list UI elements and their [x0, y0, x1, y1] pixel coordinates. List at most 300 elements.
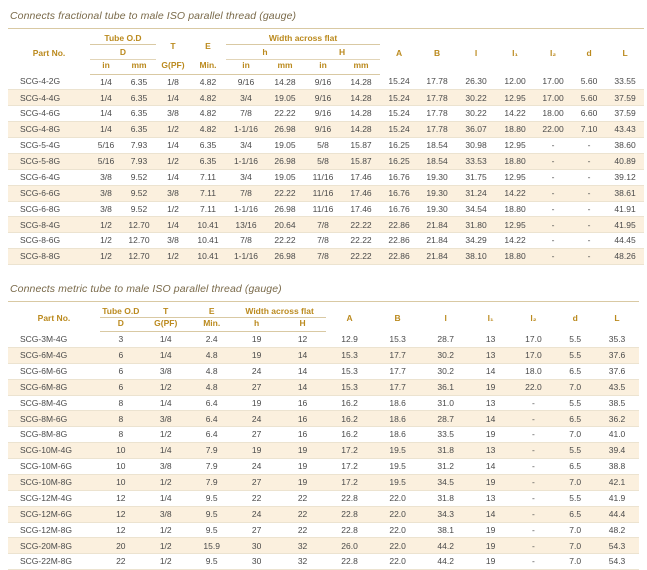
table-fractional [8, 28, 644, 265]
table-row [8, 554, 639, 570]
cell-value: 19 [280, 459, 326, 475]
cell-value: 7.0 [555, 538, 595, 554]
cell-value: - [534, 217, 572, 233]
cell-value: 19.30 [418, 185, 456, 201]
cell-value: 11/16 [304, 185, 342, 201]
cell-value: 19.5 [374, 474, 422, 490]
cell-value: 34.29 [456, 233, 496, 249]
cell-value: 9/16 [304, 106, 342, 122]
cell-value: 22 [280, 490, 326, 506]
cell-value: 31.75 [456, 169, 496, 185]
cell-value: 1-1/16 [226, 201, 266, 217]
cell-value: 1/2 [156, 249, 190, 265]
cell-value: 5.5 [555, 332, 595, 348]
cell-value: 1/4 [156, 90, 190, 106]
cell-value: 34.5 [422, 474, 470, 490]
cell-value: 35.3 [595, 332, 639, 348]
th-m-t: T [142, 302, 190, 318]
cell-value: 4.8 [190, 347, 234, 363]
cell-value: 17.78 [418, 106, 456, 122]
cell-value: 30.98 [456, 138, 496, 154]
th-m-d: d [555, 302, 595, 332]
cell-part-no: SCG-3M-4G [8, 332, 100, 348]
cell-value: 38.8 [595, 459, 639, 475]
th-m-d-col: D [100, 317, 142, 332]
cell-value: 44.45 [606, 233, 644, 249]
cell-value: 13 [470, 332, 512, 348]
th-e: E [190, 29, 226, 60]
cell-value: 43.5 [595, 379, 639, 395]
cell-value: 42.1 [595, 474, 639, 490]
cell-value: 33.5 [422, 427, 470, 443]
cell-value: 18.00 [534, 106, 572, 122]
cell-value: 6.5 [555, 363, 595, 379]
cell-part-no: SCG-20M-8G [8, 538, 100, 554]
th-in-1: in [90, 60, 122, 75]
cell-value: 21.84 [418, 217, 456, 233]
cell-value: 37.6 [595, 363, 639, 379]
cell-value: 16.76 [380, 185, 418, 201]
table-row [8, 90, 644, 106]
cell-value: 33.55 [606, 74, 644, 90]
cell-value: 5.60 [572, 90, 606, 106]
cell-value: 10 [100, 474, 142, 490]
cell-value: 3/8 [142, 459, 190, 475]
cell-value: 4.82 [190, 106, 226, 122]
cell-value: 22.22 [342, 233, 380, 249]
cell-value: 1-1/16 [226, 153, 266, 169]
cell-value: 1/2 [142, 554, 190, 570]
cell-value: 19 [470, 379, 512, 395]
cell-value: 7/8 [226, 185, 266, 201]
table-row [8, 490, 639, 506]
cell-value: 38.10 [456, 249, 496, 265]
cell-value: 7.0 [555, 522, 595, 538]
table-row [8, 106, 644, 122]
cell-value: 15.87 [342, 138, 380, 154]
cell-value: 7.0 [555, 554, 595, 570]
cell-value: - [511, 395, 555, 411]
cell-value: 4.82 [190, 122, 226, 138]
cell-value: 3/8 [142, 363, 190, 379]
cell-part-no: SCG-6-4G [8, 169, 90, 185]
cell-value: 38.61 [606, 185, 644, 201]
cell-value: - [511, 411, 555, 427]
cell-part-no: SCG-4-6G [8, 106, 90, 122]
cell-value: 1/4 [90, 122, 122, 138]
cell-value: 17.78 [418, 122, 456, 138]
cell-value: 7.93 [122, 138, 156, 154]
th-part-no: Part No. [8, 29, 90, 75]
cell-value: 12.95 [496, 169, 534, 185]
cell-value: 14 [280, 379, 326, 395]
cell-value: - [572, 138, 606, 154]
cell-value: 24 [234, 363, 280, 379]
cell-value: 26.98 [266, 249, 304, 265]
cell-value: 6.35 [190, 138, 226, 154]
cell-value: 18.54 [418, 138, 456, 154]
cell-value: 5.60 [572, 74, 606, 90]
cell-value: 18.54 [418, 153, 456, 169]
cell-value: 20 [100, 538, 142, 554]
cell-value: 22.86 [380, 217, 418, 233]
cell-value: 14.28 [342, 90, 380, 106]
cell-value: 16 [280, 395, 326, 411]
cell-value: 18.80 [496, 153, 534, 169]
cell-value: 6 [100, 347, 142, 363]
cell-value: 31.2 [422, 459, 470, 475]
cell-value: 41.9 [595, 490, 639, 506]
cell-value: 19 [470, 474, 512, 490]
cell-value: 1-1/16 [226, 122, 266, 138]
cell-value: 19 [470, 522, 512, 538]
cell-value: 22 [280, 522, 326, 538]
cell-value: 28.7 [422, 332, 470, 348]
cell-value: 17.78 [418, 90, 456, 106]
cell-value: 17.46 [342, 201, 380, 217]
cell-value: 22.8 [326, 506, 374, 522]
cell-value: 41.0 [595, 427, 639, 443]
cell-value: - [511, 538, 555, 554]
cell-value: 1/2 [142, 474, 190, 490]
cell-value: 44.2 [422, 554, 470, 570]
table-row [8, 185, 644, 201]
cell-value: 1/2 [142, 379, 190, 395]
cell-value: 12.95 [496, 217, 534, 233]
cell-value: 3/4 [226, 138, 266, 154]
cell-value: 26.30 [456, 74, 496, 90]
cell-value: 22.0 [374, 522, 422, 538]
cell-value: 16.2 [326, 427, 374, 443]
metric-header-row-1 [8, 302, 639, 318]
cell-value: 8 [100, 427, 142, 443]
cell-value: 22.0 [374, 538, 422, 554]
cell-value: 13 [470, 490, 512, 506]
table-row [8, 201, 644, 217]
th-m-part-no: Part No. [8, 302, 100, 332]
cell-value: 19 [280, 474, 326, 490]
section-title-metric: Connects metric tube to male ISO parallel thread (gauge) [10, 283, 282, 295]
th-d: d [572, 29, 606, 75]
cell-value: 12 [280, 332, 326, 348]
cell-value: 6.35 [122, 90, 156, 106]
cell-value: 6.5 [555, 506, 595, 522]
th-h-upper: H [304, 44, 380, 60]
cell-value: 5.5 [555, 395, 595, 411]
cell-value: 39.12 [606, 169, 644, 185]
cell-value: 3/8 [90, 201, 122, 217]
th-tube-od: Tube O.D [90, 29, 156, 45]
cell-value: 9/16 [226, 74, 266, 90]
cell-value: 16.2 [326, 411, 374, 427]
cell-value: 5/8 [304, 138, 342, 154]
cell-value: 30.22 [456, 106, 496, 122]
cell-value: 17.7 [374, 379, 422, 395]
cell-value: 7.9 [190, 459, 234, 475]
cell-value: 1/4 [142, 395, 190, 411]
cell-value: 19 [280, 443, 326, 459]
cell-value: 3/8 [156, 233, 190, 249]
th-m-e: E [190, 302, 234, 318]
cell-part-no: SCG-12M-4G [8, 490, 100, 506]
cell-value: 7.93 [122, 153, 156, 169]
table-row [8, 411, 639, 427]
cell-value: 14.28 [342, 122, 380, 138]
cell-value: 7.9 [190, 443, 234, 459]
th-min: Min. [190, 60, 226, 75]
table-row [8, 74, 644, 90]
table-header-row-1 [8, 29, 644, 45]
cell-value: 19 [470, 427, 512, 443]
cell-value: 22.22 [266, 233, 304, 249]
cell-value: 15.24 [380, 90, 418, 106]
cell-part-no: SCG-10M-4G [8, 443, 100, 459]
cell-value: 30.22 [456, 90, 496, 106]
cell-value: 7.0 [555, 474, 595, 490]
cell-value: 21.84 [418, 249, 456, 265]
table-metric [8, 301, 639, 570]
cell-value: 31.8 [422, 443, 470, 459]
cell-value: 18.6 [374, 395, 422, 411]
cell-value: 37.59 [606, 106, 644, 122]
cell-value: 7/8 [226, 106, 266, 122]
table-row [8, 217, 644, 233]
cell-value: 17.00 [534, 74, 572, 90]
th-in-3: in [304, 60, 342, 75]
th-b: B [418, 29, 456, 75]
cell-value: 28.7 [422, 411, 470, 427]
cell-value: 1/2 [156, 122, 190, 138]
cell-value: 22 [280, 506, 326, 522]
section-spacer [8, 265, 639, 279]
cell-value: 14 [280, 347, 326, 363]
cell-value: - [511, 506, 555, 522]
cell-value: - [572, 153, 606, 169]
cell-value: 19.30 [418, 201, 456, 217]
cell-value: - [511, 474, 555, 490]
cell-value: 15.24 [380, 122, 418, 138]
cell-part-no: SCG-4-8G [8, 122, 90, 138]
cell-value: 43.43 [606, 122, 644, 138]
cell-value: 14 [280, 363, 326, 379]
cell-value: 5.5 [555, 490, 595, 506]
section-title-fractional: Connects fractional tube to male ISO parallel thread (gauge) [10, 10, 297, 22]
cell-value: 19.05 [266, 169, 304, 185]
cell-value: - [534, 201, 572, 217]
th-a: A [380, 29, 418, 75]
cell-value: 36.2 [595, 411, 639, 427]
table-row [8, 363, 639, 379]
cell-value: 17.2 [326, 459, 374, 475]
cell-value: 17.46 [342, 185, 380, 201]
cell-value: - [572, 201, 606, 217]
cell-value: 38.5 [595, 395, 639, 411]
cell-value: 22.22 [266, 106, 304, 122]
cell-value: - [534, 249, 572, 265]
cell-value: - [534, 233, 572, 249]
cell-value: 44.4 [595, 506, 639, 522]
cell-value: - [511, 443, 555, 459]
cell-value: 18.6 [374, 411, 422, 427]
table-row [8, 233, 644, 249]
cell-value: 34.54 [456, 201, 496, 217]
cell-value: 19 [234, 347, 280, 363]
cell-value: 34.3 [422, 506, 470, 522]
cell-value: 6.5 [555, 411, 595, 427]
th-m-width-across-flat: Width across flat [234, 302, 326, 318]
cell-value: - [511, 522, 555, 538]
cell-value: 14.28 [342, 106, 380, 122]
cell-value: 17.2 [326, 474, 374, 490]
cell-value: 6.4 [190, 427, 234, 443]
cell-value: 39.4 [595, 443, 639, 459]
cell-value: 10.41 [190, 233, 226, 249]
cell-value: 10.41 [190, 249, 226, 265]
cell-value: 31.8 [422, 490, 470, 506]
cell-value: 22.8 [326, 554, 374, 570]
cell-part-no: SCG-8-6G [8, 233, 90, 249]
cell-value: 14.28 [266, 74, 304, 90]
cell-value: - [511, 490, 555, 506]
cell-value: 15.3 [326, 363, 374, 379]
cell-value: 22.22 [342, 217, 380, 233]
cell-value: 18.6 [374, 427, 422, 443]
cell-value: 26.98 [266, 153, 304, 169]
cell-value: 41.91 [606, 201, 644, 217]
cell-value: 1/4 [90, 106, 122, 122]
cell-value: 22.22 [266, 185, 304, 201]
cell-value: - [534, 153, 572, 169]
cell-value: 15.24 [380, 106, 418, 122]
cell-value: 19.30 [418, 169, 456, 185]
cell-value: 14 [470, 459, 512, 475]
th-m-gpf: G(PF) [142, 317, 190, 332]
cell-value: 6.60 [572, 106, 606, 122]
cell-value: 8 [100, 411, 142, 427]
cell-value: 4.8 [190, 363, 234, 379]
cell-value: 26.0 [326, 538, 374, 554]
cell-value: 22.0 [374, 490, 422, 506]
cell-part-no: SCG-5-4G [8, 138, 90, 154]
cell-value: - [511, 554, 555, 570]
cell-value: 12.95 [496, 138, 534, 154]
cell-value: 7/8 [226, 233, 266, 249]
table-row [8, 395, 639, 411]
cell-value: 5/16 [90, 138, 122, 154]
cell-value: 26.98 [266, 201, 304, 217]
cell-value: 9.52 [122, 201, 156, 217]
cell-value: 1/4 [142, 443, 190, 459]
cell-value: 1/2 [142, 538, 190, 554]
cell-value: 7.10 [572, 122, 606, 138]
cell-value: 22.8 [326, 490, 374, 506]
cell-value: 6.4 [190, 395, 234, 411]
table-row [8, 427, 639, 443]
cell-value: 1/2 [156, 153, 190, 169]
cell-value: 31.24 [456, 185, 496, 201]
cell-value: 1/8 [156, 74, 190, 90]
cell-value: 3/8 [142, 506, 190, 522]
cell-value: 10.41 [190, 217, 226, 233]
cell-value: 16.76 [380, 201, 418, 217]
cell-value: 15.87 [342, 153, 380, 169]
cell-value: 36.07 [456, 122, 496, 138]
cell-value: 6.4 [190, 411, 234, 427]
cell-part-no: SCG-8M-8G [8, 427, 100, 443]
cell-value: 19.05 [266, 138, 304, 154]
cell-value: 13 [470, 443, 512, 459]
th-width-across-flat: Width across flat [226, 29, 380, 45]
cell-value: 1/4 [90, 74, 122, 90]
cell-value: - [572, 185, 606, 201]
cell-value: 5.5 [555, 443, 595, 459]
cell-value: 15.9 [190, 538, 234, 554]
cell-value: 19 [234, 332, 280, 348]
cell-value: 3/8 [142, 411, 190, 427]
cell-value: 9.52 [122, 169, 156, 185]
cell-value: 40.89 [606, 153, 644, 169]
cell-value: 21.84 [418, 233, 456, 249]
table-body-metric [8, 332, 639, 570]
cell-value: 17.46 [342, 169, 380, 185]
cell-value: 12 [100, 490, 142, 506]
th-mm-3: mm [342, 60, 380, 75]
cell-value: 12.95 [496, 90, 534, 106]
cell-value: 15.3 [326, 347, 374, 363]
cell-part-no: SCG-6M-8G [8, 379, 100, 395]
cell-value: 18.80 [496, 201, 534, 217]
cell-value: 54.3 [595, 554, 639, 570]
cell-value: 7.11 [190, 185, 226, 201]
cell-value: - [534, 185, 572, 201]
cell-value: 17.78 [418, 74, 456, 90]
cell-value: 12.70 [122, 233, 156, 249]
cell-value: 22.22 [342, 249, 380, 265]
table-row [8, 347, 639, 363]
th-mm-2: mm [266, 60, 304, 75]
cell-value: 3/4 [226, 90, 266, 106]
cell-value: 16.25 [380, 138, 418, 154]
cell-part-no: SCG-10M-6G [8, 459, 100, 475]
cell-value: - [534, 169, 572, 185]
cell-value: 14.22 [496, 233, 534, 249]
cell-value: 17.0 [511, 332, 555, 348]
cell-value: 9/16 [304, 90, 342, 106]
cell-part-no: SCG-8-8G [8, 249, 90, 265]
table-row [8, 138, 644, 154]
table-row [8, 522, 639, 538]
th-m-L: L [595, 302, 639, 332]
th-h-lower: h [226, 44, 304, 60]
cell-value: 5/16 [90, 153, 122, 169]
cell-value: 26.98 [266, 122, 304, 138]
th-m-l1: l₁ [470, 302, 512, 332]
cell-value: 22.8 [326, 522, 374, 538]
cell-value: 37.6 [595, 347, 639, 363]
cell-value: 9.5 [190, 554, 234, 570]
cell-part-no: SCG-4-2G [8, 74, 90, 90]
cell-value: 16.25 [380, 153, 418, 169]
table-row [8, 249, 644, 265]
cell-value: 37.59 [606, 90, 644, 106]
cell-value: 30 [234, 554, 280, 570]
th-m-l2: l₂ [511, 302, 555, 332]
cell-value: 1/2 [90, 233, 122, 249]
cell-part-no: SCG-10M-8G [8, 474, 100, 490]
cell-value: 8 [100, 395, 142, 411]
cell-value: 24 [234, 459, 280, 475]
table-row [8, 332, 639, 348]
